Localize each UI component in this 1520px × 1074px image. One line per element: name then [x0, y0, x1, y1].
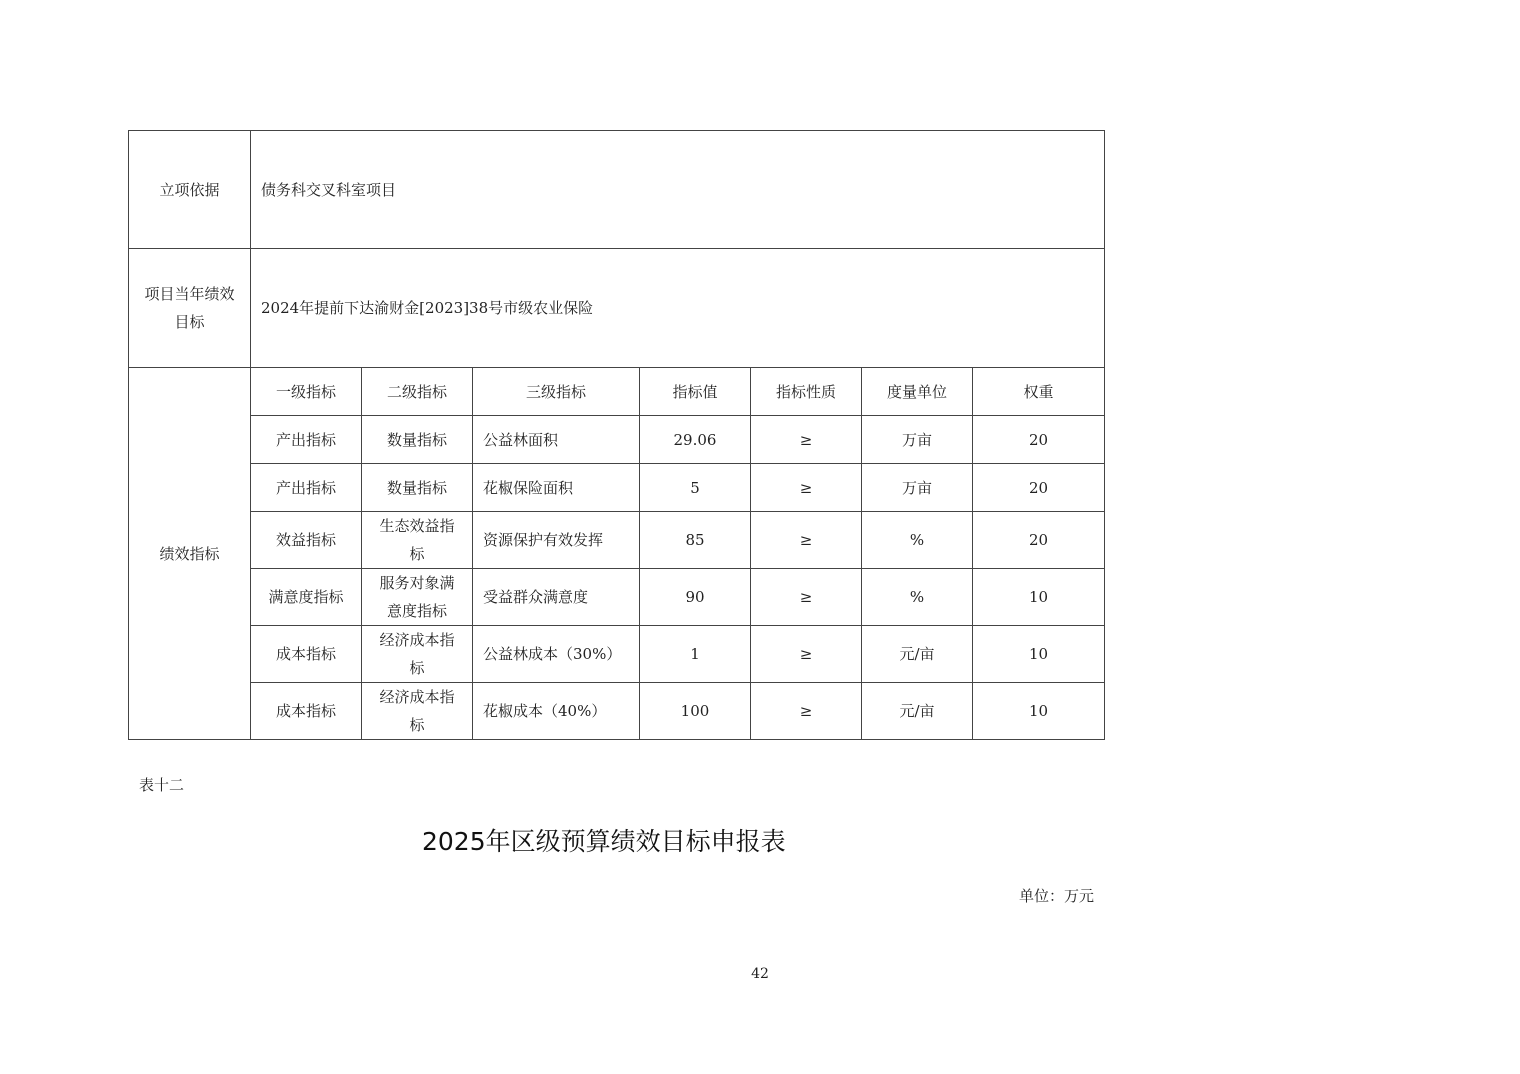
weight-cell: 20: [973, 416, 1105, 464]
level1-cell: 成本指标: [251, 683, 362, 740]
level2-cell: 生态效益指标: [362, 512, 473, 569]
level2-cell: 数量指标: [362, 464, 473, 512]
level1-cell: 产出指标: [251, 464, 362, 512]
level3-cell: 花椒保险面积: [473, 464, 640, 512]
nature-cell: ≥: [751, 683, 862, 740]
unit-cell: %: [862, 569, 973, 626]
indicator-header-row: [129, 368, 1105, 416]
header-cell: 度量单位: [862, 368, 973, 416]
unit-cell: %: [862, 512, 973, 569]
header-cell: 指标值: [640, 368, 751, 416]
header-cell: 权重: [973, 368, 1105, 416]
basis-value: 债务科交叉科室项目: [251, 131, 1105, 249]
weight-cell: 10: [973, 683, 1105, 740]
indicator-row: [129, 512, 1105, 569]
indicators-label: 绩效指标: [129, 368, 251, 740]
indicator-row: [129, 416, 1105, 464]
level3-cell: 受益群众满意度: [473, 569, 640, 626]
value-cell: 100: [640, 683, 751, 740]
level3-cell: 花椒成本（40%）: [473, 683, 640, 740]
level3-cell: 公益林面积: [473, 416, 640, 464]
form-title: 2025年区级预算绩效目标申报表: [422, 827, 786, 856]
value-cell: 85: [640, 512, 751, 569]
level1-cell: 成本指标: [251, 626, 362, 683]
level2-cell: 数量指标: [362, 416, 473, 464]
weight-cell: 10: [973, 626, 1105, 683]
goal-label: 项目当年绩效目标: [129, 249, 251, 368]
value-cell: 1: [640, 626, 751, 683]
value-cell: 90: [640, 569, 751, 626]
value-cell: 5: [640, 464, 751, 512]
basis-row: [129, 131, 1105, 249]
unit-cell: 元/亩: [862, 626, 973, 683]
nature-cell: ≥: [751, 569, 862, 626]
unit-cell: 元/亩: [862, 683, 973, 740]
unit-cell: 万亩: [862, 464, 973, 512]
level3-cell: 资源保护有效发挥: [473, 512, 640, 569]
table-number-note: 表十二: [139, 776, 185, 794]
header-cell: 指标性质: [751, 368, 862, 416]
level1-cell: 产出指标: [251, 416, 362, 464]
header-cell: 一级指标: [251, 368, 362, 416]
unit-label: 单位：万元: [1018, 887, 1094, 905]
weight-cell: 10: [973, 569, 1105, 626]
indicator-row: [129, 626, 1105, 683]
unit-cell: 万亩: [862, 416, 973, 464]
level2-cell: 经济成本指标: [362, 683, 473, 740]
indicator-row: [129, 683, 1105, 740]
level3-cell: 公益林成本（30%）: [473, 626, 640, 683]
weight-cell: 20: [973, 464, 1105, 512]
basis-label: 立项依据: [129, 131, 251, 249]
goal-value: 2024年提前下达渝财金[2023]38号市级农业保险: [251, 249, 1105, 368]
goal-row: [129, 249, 1105, 368]
weight-cell: 20: [973, 512, 1105, 569]
performance-target-table: [128, 130, 1105, 740]
nature-cell: ≥: [751, 626, 862, 683]
level2-cell: 服务对象满意度指标: [362, 569, 473, 626]
nature-cell: ≥: [751, 464, 862, 512]
nature-cell: ≥: [751, 416, 862, 464]
indicator-row: [129, 464, 1105, 512]
level2-cell: 经济成本指标: [362, 626, 473, 683]
level1-cell: 满意度指标: [251, 569, 362, 626]
header-cell: 三级指标: [473, 368, 640, 416]
header-cell: 二级指标: [362, 368, 473, 416]
page-number: 42: [751, 966, 769, 982]
level1-cell: 效益指标: [251, 512, 362, 569]
indicator-row: [129, 569, 1105, 626]
value-cell: 29.06: [640, 416, 751, 464]
nature-cell: ≥: [751, 512, 862, 569]
